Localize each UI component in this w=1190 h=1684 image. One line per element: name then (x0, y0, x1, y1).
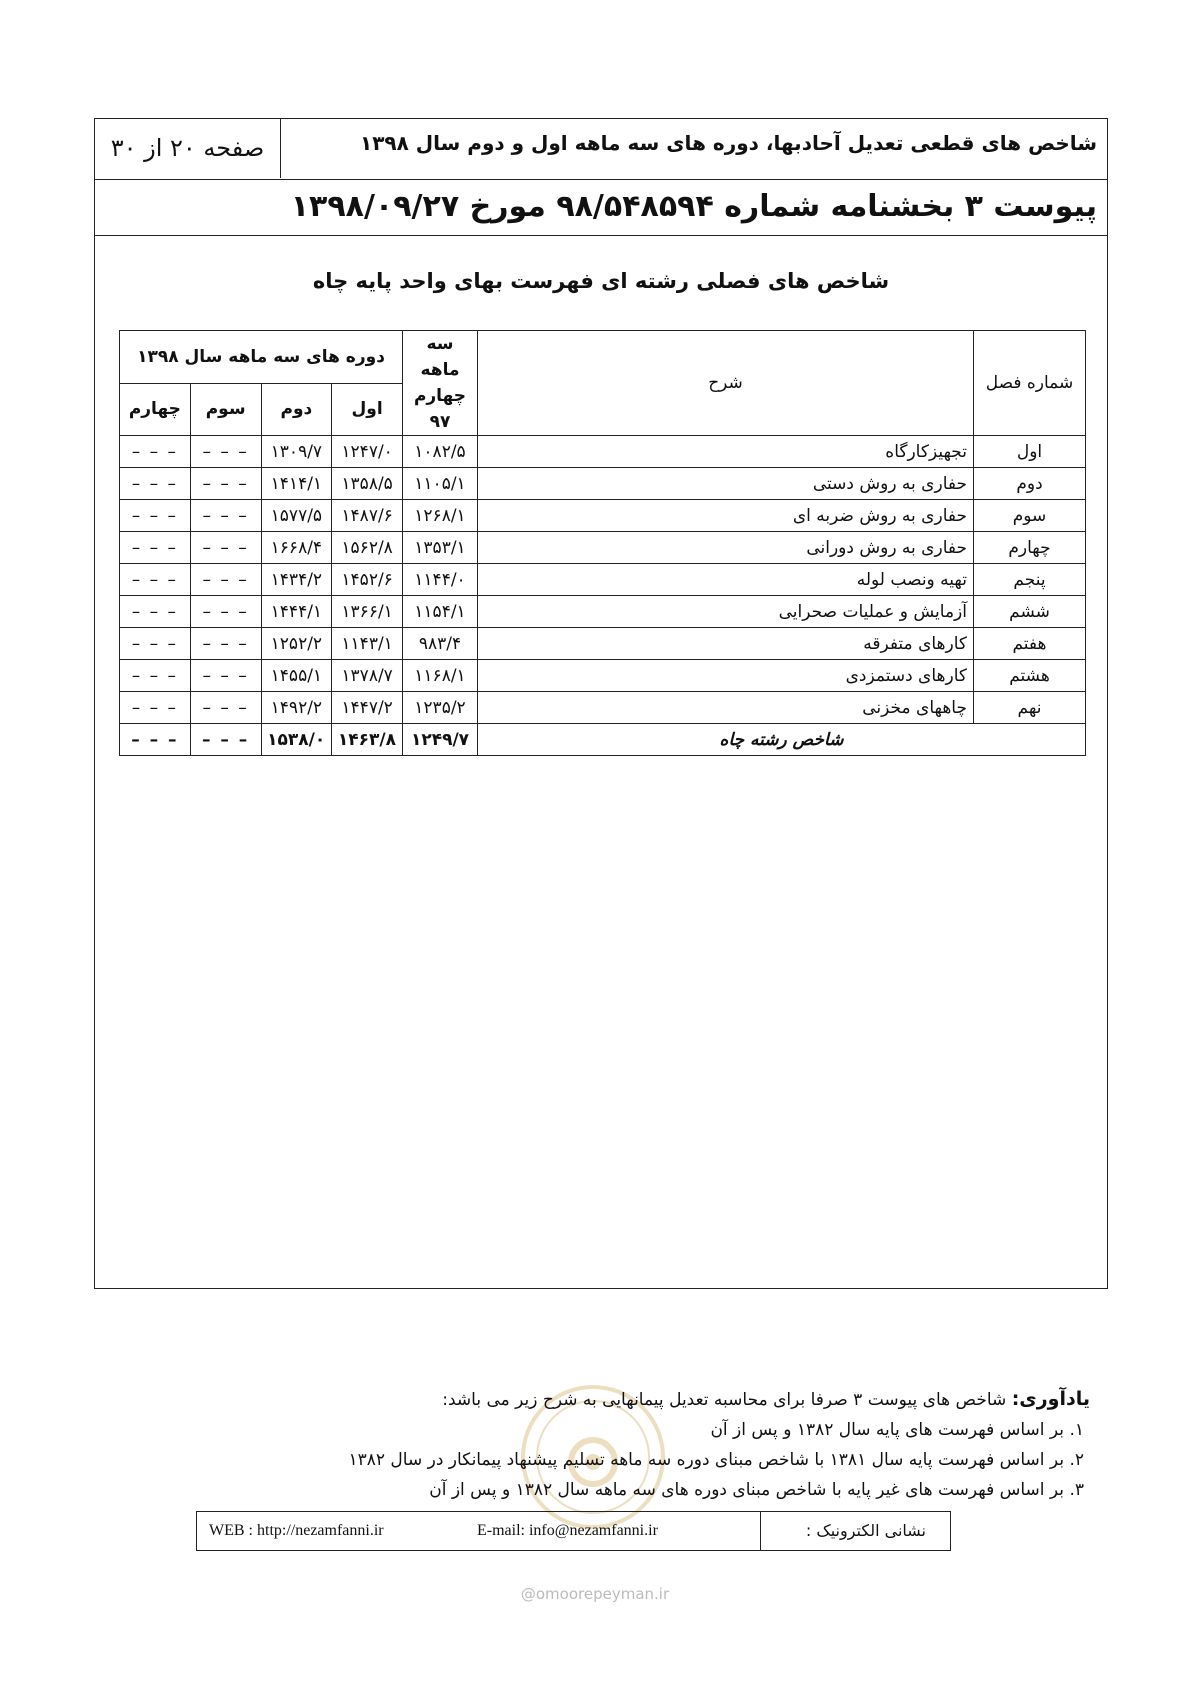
table-row (120, 436, 1086, 468)
q4-cell: – – – (120, 500, 191, 532)
q4-cell: – – – (120, 564, 191, 596)
description-cell: حفاری به روش دستی (478, 468, 974, 500)
total-q4: – – – (120, 724, 191, 756)
description-cell: حفاری به روش دورانی (478, 532, 974, 564)
total-row (120, 724, 1086, 756)
chapter-cell: اول (974, 436, 1086, 468)
contact-box (196, 1511, 951, 1551)
chapter-cell: دوم (974, 468, 1086, 500)
header-1398-periods: دوره های سه ماهه سال ۱۳۹۸ (120, 331, 403, 384)
header-q1: اول (332, 383, 403, 436)
table-row (120, 596, 1086, 628)
q97-cell: ۱۰۸۲/۵ (403, 436, 478, 468)
q2-cell: ۱۵۷۷/۵ (261, 500, 332, 532)
chapter-cell: نهم (974, 692, 1086, 724)
reminder-item: ۲. بر اساس فهرست پایه سال ۱۳۸۱ با شاخص مبنای دوره سه ماهه تسلیم پیشنهاد پیمانکار در سال ۱۳۸۲ (348, 1450, 1084, 1470)
reminder-intro: شاخص های پیوست ۳ صرفا برای محاسبه تعدیل پیمانهایی به شرح زیر می باشد: (442, 1390, 1012, 1410)
table-title: شاخص های فصلی رشته ای فهرست بهای واحد پایه چاه (312, 269, 890, 293)
q3-cell: – – – (190, 596, 261, 628)
description-cell: چاههای مخزنی (478, 692, 974, 724)
page-number: صفحه ۲۰ از ۳۰ (95, 119, 281, 178)
q2-cell: ۱۶۶۸/۴ (261, 532, 332, 564)
contact-label: نشانی الکترونیک : (760, 1512, 950, 1550)
description-cell: تهیه ونصب لوله (478, 564, 974, 596)
index-table (119, 330, 1086, 756)
header-row (95, 119, 1107, 180)
reminder-note (349, 1384, 1091, 1505)
q1-cell: ۱۳۵۸/۵ (332, 468, 403, 500)
q2-cell: ۱۴۵۵/۱ (261, 660, 332, 692)
q1-cell: ۱۱۴۳/۱ (332, 628, 403, 660)
q1-cell: ۱۲۴۷/۰ (332, 436, 403, 468)
q4-cell: – – – (120, 436, 191, 468)
q4-cell: – – – (120, 660, 191, 692)
total-label: شاخص رشته چاه (478, 724, 1086, 756)
q2-cell: ۱۴۹۲/۲ (261, 692, 332, 724)
description-cell: حفاری به روش ضربه ای (478, 500, 974, 532)
chapter-cell: پنجم (974, 564, 1086, 596)
table-row (120, 500, 1086, 532)
q97-cell: ۱۲۶۸/۱ (403, 500, 478, 532)
chapter-cell: هشتم (974, 660, 1086, 692)
table-row (120, 468, 1086, 500)
q97-cell: ۱۳۵۳/۱ (403, 532, 478, 564)
reminder-item: ۳. بر اساس فهرست های غیر پایه با شاخص مبنای دوره های سه ماهه سال ۱۳۸۲ و پس از آن (429, 1480, 1084, 1500)
q1-cell: ۱۵۶۲/۸ (332, 532, 403, 564)
chapter-cell: هفتم (974, 628, 1086, 660)
chapter-cell: سوم (974, 500, 1086, 532)
subject-row (95, 180, 1107, 236)
chapter-cell: ششم (974, 596, 1086, 628)
q97-cell: ۱۱۰۵/۱ (403, 468, 478, 500)
document-title: شاخص های قطعی تعدیل آحادبها، دوره های سه ماهه اول و دوم سال ۱۳۹۸ (360, 131, 1097, 155)
q97-cell: ۱۱۵۴/۱ (403, 596, 478, 628)
q2-cell: ۱۴۱۴/۱ (261, 468, 332, 500)
reminder-label: یادآوری: (1011, 1388, 1090, 1410)
table-row (120, 564, 1086, 596)
q3-cell: – – – (190, 532, 261, 564)
q4-cell: – – – (120, 532, 191, 564)
q1-cell: ۱۴۵۲/۶ (332, 564, 403, 596)
q3-cell: – – – (190, 628, 261, 660)
q2-cell: ۱۲۵۲/۲ (261, 628, 332, 660)
q3-cell: – – – (190, 468, 261, 500)
email-text: E-mail: info@nezamfanni.ir (477, 1522, 658, 1539)
q4-cell: – – – (120, 596, 191, 628)
q4-cell: – – – (120, 692, 191, 724)
description-cell: کارهای متفرقه (478, 628, 974, 660)
q3-cell: – – – (190, 564, 261, 596)
table-row (120, 532, 1086, 564)
subject-title: پیوست ۳ بخشنامه شماره ۹۸/۵۴۸۵۹۴ مورخ ۱۳۹۸/۰۹/۲۷ (290, 189, 1097, 224)
q97-cell: ۱۱۶۸/۱ (403, 660, 478, 692)
description-cell: آزمایش و عملیات صحرایی (478, 596, 974, 628)
table-row (120, 660, 1086, 692)
chapter-cell: چهارم (974, 532, 1086, 564)
q1-cell: ۱۳۶۶/۱ (332, 596, 403, 628)
q2-cell: ۱۳۰۹/۷ (261, 436, 332, 468)
reminder-item: ۱. بر اساس فهرست های پایه سال ۱۳۸۲ و پس از آن (710, 1420, 1084, 1440)
header-chapter: شماره فصل (974, 331, 1086, 436)
total-q1: ۱۴۶۳/۸ (332, 724, 403, 756)
description-cell: کارهای دستمزدی (478, 660, 974, 692)
table-row (120, 692, 1086, 724)
q1-cell: ۱۴۴۷/۲ (332, 692, 403, 724)
document-frame (94, 118, 1108, 1289)
total-q2: ۱۵۳۸/۰ (261, 724, 332, 756)
q97-cell: ۱۲۳۵/۲ (403, 692, 478, 724)
q3-cell: – – – (190, 692, 261, 724)
reminder-heading (349, 1384, 1091, 1415)
website-text: WEB : http://nezamfanni.ir (209, 1522, 384, 1539)
q97-cell: ۹۸۳/۴ (403, 628, 478, 660)
q97-cell: ۱۱۴۴/۰ (403, 564, 478, 596)
q2-cell: ۱۴۳۴/۲ (261, 564, 332, 596)
q3-cell: – – – (190, 660, 261, 692)
q3-cell: – – – (190, 436, 261, 468)
q4-cell: – – – (120, 628, 191, 660)
header-q3: سوم (190, 383, 261, 436)
q2-cell: ۱۴۴۴/۱ (261, 596, 332, 628)
total-q3: – – – (190, 724, 261, 756)
header-q97: سه ماهه چهارم ۹۷ (403, 331, 478, 436)
q4-cell: – – – (120, 468, 191, 500)
total-q97: ۱۲۴۹/۷ (403, 724, 478, 756)
header-q4: چهارم (120, 383, 191, 436)
q1-cell: ۱۳۷۸/۷ (332, 660, 403, 692)
q1-cell: ۱۴۸۷/۶ (332, 500, 403, 532)
q3-cell: – – – (190, 500, 261, 532)
header-q2: دوم (261, 383, 332, 436)
table-row (120, 628, 1086, 660)
description-cell: تجهیزکارگاه (478, 436, 974, 468)
watermark: @omoorepeyman.ir (520, 1585, 670, 1603)
header-description: شرح (478, 331, 974, 436)
